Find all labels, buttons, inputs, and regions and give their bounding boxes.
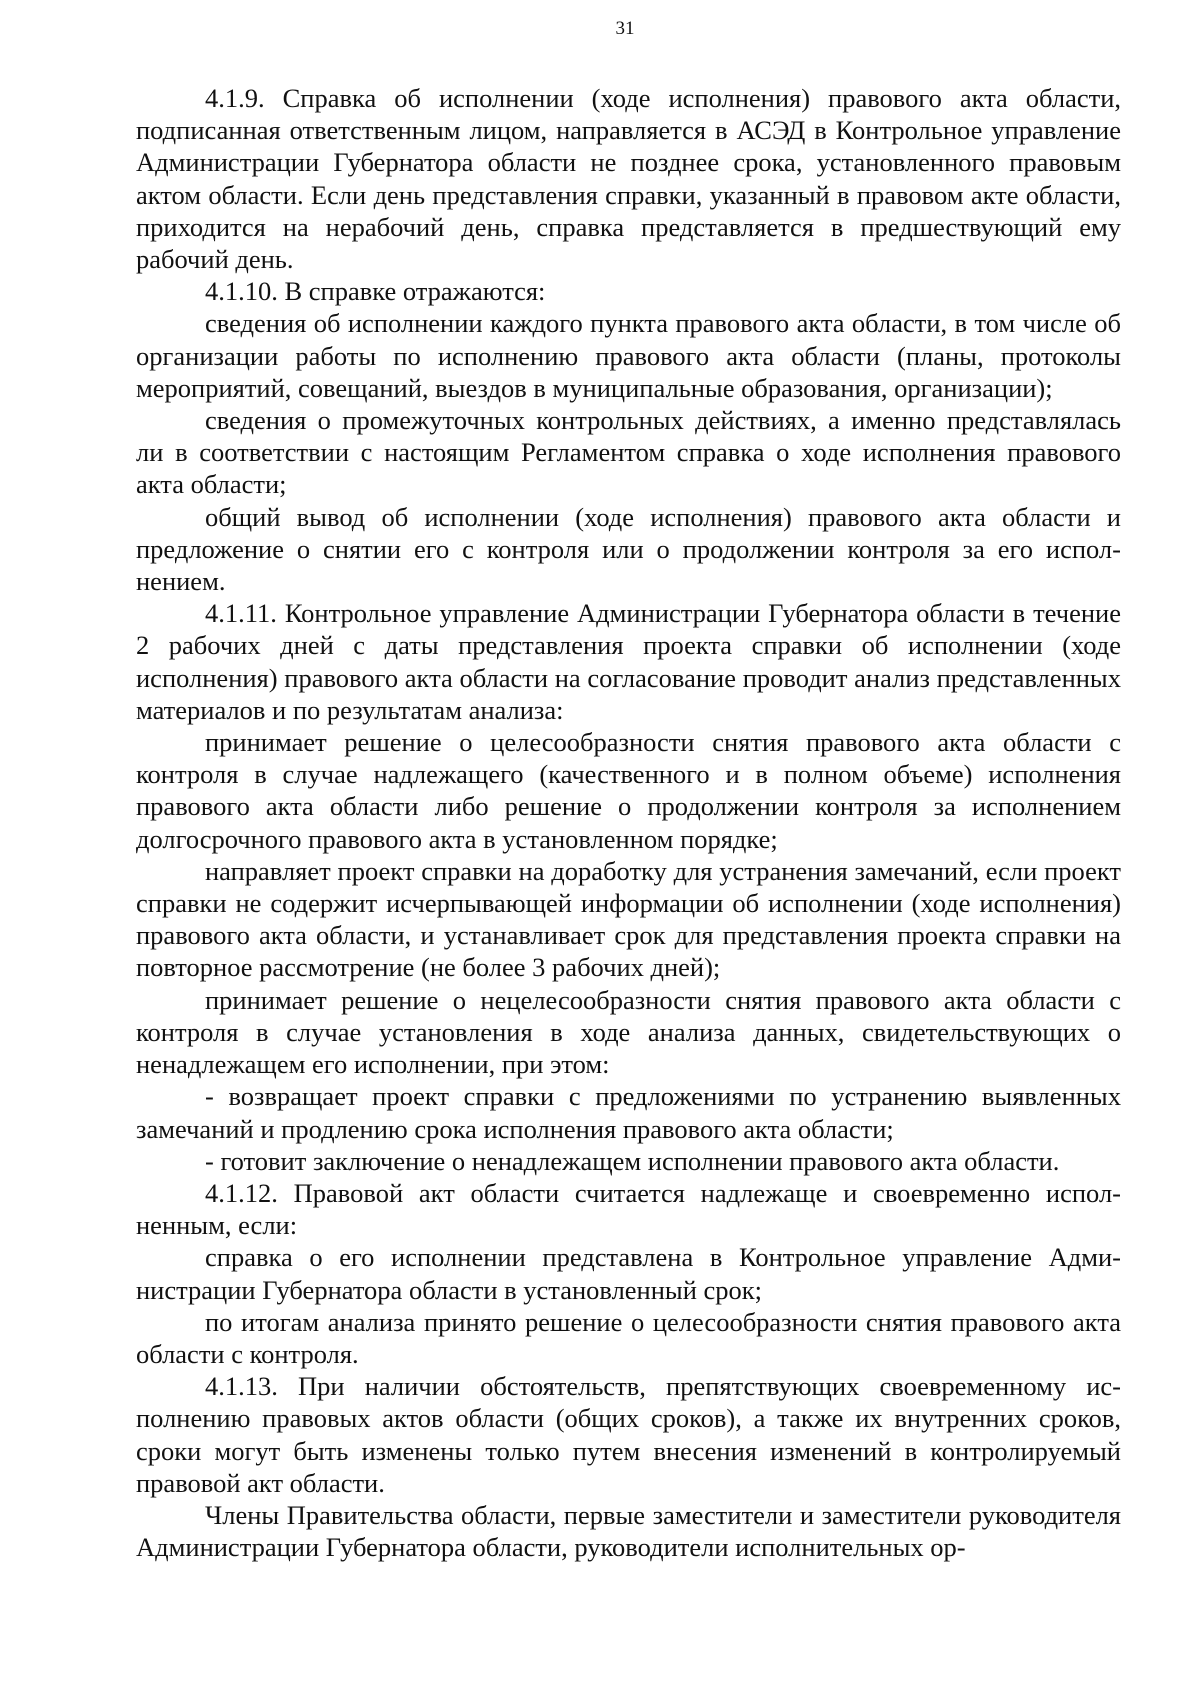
paragraph-item: принимает решение о целесообразности снятия правового акта области с контроля в случае надлежащего (качественного и в полном объеме) исполнения правового акта области либо решение о продолжении контроля за исполнением долгосрочного правового акта в установленном порядке; xyxy=(136,727,1121,854)
paragraph-item: справка о его исполнении представлена в Контрольное управление Администрации Губернатора области в установленный срок; xyxy=(136,1242,1121,1305)
paragraph-item: принимает решение о нецелесообразности снятия правового акта области с контроля в случае установления в ходе анализа данных, свидетельствующих о ненадлежащем его исполнении, при этом: xyxy=(136,984,1121,1080)
paragraph-item: Члены Правительства области, первые заместители и заместители руководителя Администрации Губернатора области, руководители исполнительных ор- xyxy=(136,1499,1121,1563)
page-number: 31 xyxy=(615,18,635,39)
document-body xyxy=(136,82,1121,1563)
paragraph-4-1-9: 4.1.9. Справка об исполнении (ходе исполнения) правового акта области, подписанная ответственным лицом, направляется в АСЭД в Контрольное управление Администрации Губернатора области не позднее срока, установленного правовым актом области. Если день представления справки, указанный в правовом акте области, приходится на нерабочий день, справка представляется в предшествующий ему рабочий день. xyxy=(136,83,1121,275)
paragraph-item: сведения об исполнении каждого пункта правового акта области, в том числе об организации работы по исполнению правового акта области (планы, протоколы мероприятий, совещаний, выездов в муниципальные образования, организации); xyxy=(136,308,1121,403)
paragraph-dash-item: - готовит заключение о ненадлежащем исполнении правового акта области. xyxy=(205,1145,1060,1176)
paragraph-dash-item: - возвращает проект справки с предложениями по устранению выявленных замечаний и продлению срока исполнения правового акта области; xyxy=(136,1081,1121,1144)
paragraph-item: сведения о промежуточных контрольных действиях, а именно представлялась ли в соответствии с настоящим Регламентом справка о ходе исполнения правового акта области; xyxy=(136,405,1121,500)
paragraph-4-1-13: 4.1.13. При наличии обстоятельств, препятствующих своевременному исполнению правовых актов области (общих сроков), а также их внутренних сроков, сроки могут быть изменены только путем внесения изменений в контролируемый правовой акт области. xyxy=(136,1371,1121,1498)
paragraph-4-1-11: 4.1.11. Контрольное управление Администрации Губернатора области в течение 2 рабочих дней с даты представления проекта справки об исполнении (ходе исполнения) правового акта области на согласование проводит анализ представленных материалов и по результатам анализа: xyxy=(136,598,1121,725)
paragraph-item: общий вывод об исполнении (ходе исполнения) правового акта области и предложение о снятии его с контроля или о продолжении контроля за его исполнением. xyxy=(136,501,1121,597)
paragraph-item: направляет проект справки на доработку для устранения замечаний, если проект справки не содержит исчерпывающей информации об исполнении (ходе исполнения) правового акта области, и устанавливает срок для представления проекта справки на повторное рассмотрение (не более 3 рабочих дней); xyxy=(136,855,1121,983)
paragraph-item: по итогам анализа принято решение о целесообразности снятия правового акта области с контроля. xyxy=(136,1306,1121,1369)
paragraph-4-1-12: 4.1.12. Правовой акт области считается надлежаще и своевременно исполненным, если: xyxy=(136,1177,1121,1241)
paragraph-4-1-10: 4.1.10. В справке отражаются: xyxy=(205,276,546,307)
